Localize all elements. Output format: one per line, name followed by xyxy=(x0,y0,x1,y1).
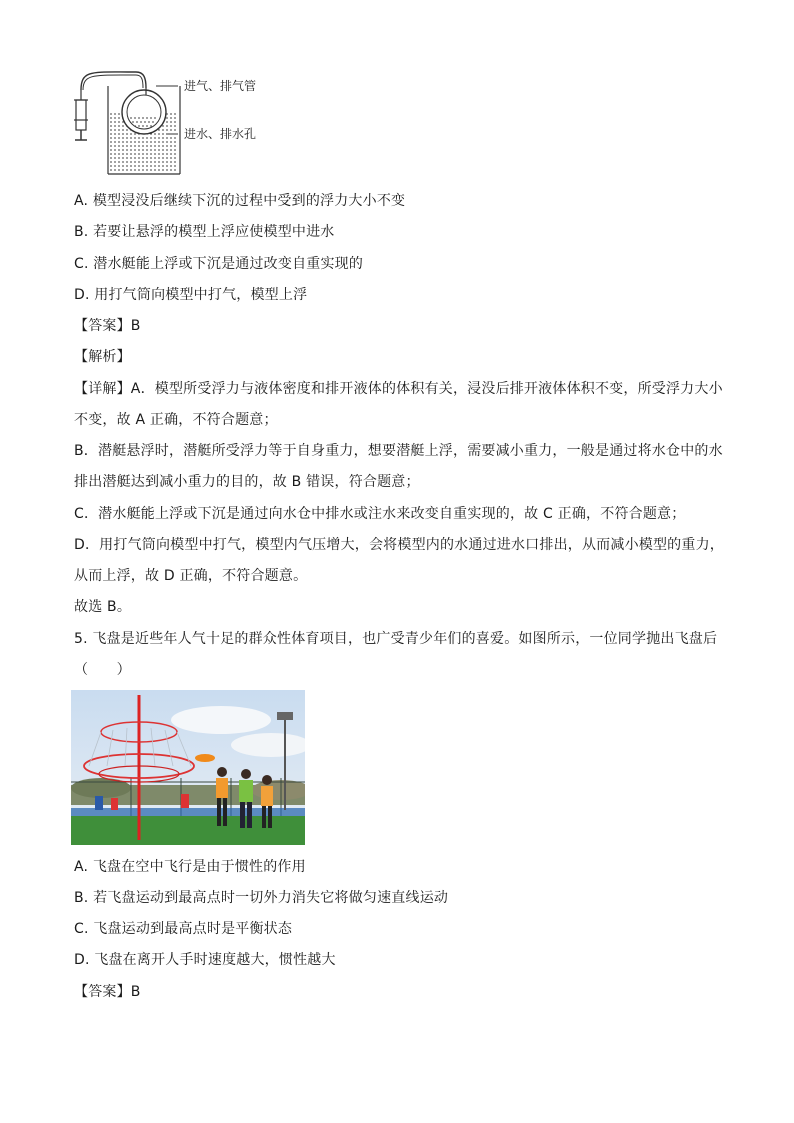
q4-option-c: C. 潜水艇能上浮或下沉是通过改变自重实现的 xyxy=(74,256,364,272)
q5-option-d: D. 飞盘在离开人手时速度越大，惯性越大 xyxy=(74,952,336,968)
pump-icon xyxy=(74,90,88,140)
q4-answer: 【答案】B xyxy=(74,318,141,334)
q4-option-a: A. 模型浸没后继续下沉的过程中受到的浮力大小不变 xyxy=(74,193,406,209)
frisbee-photo xyxy=(71,690,305,845)
q4-detail-line: 排出潜艇达到减小重力的目的，故 B 错误，符合题意； xyxy=(74,474,420,490)
frisbee-icon xyxy=(195,754,215,762)
q4-detail-line: 从而上浮，故 D 正确，不符合题意。 xyxy=(74,568,308,584)
q4-option-d: D. 用打气筒向模型中打气，模型上浮 xyxy=(74,287,308,303)
q5-stem-blank: （ ） xyxy=(74,662,131,678)
q5-option-c: C. 飞盘运动到最高点时是平衡状态 xyxy=(74,921,293,937)
q4-detail-line: D．用打气筒向模型中打气，模型内气压增大，会将模型内的水通过进水口排出，从而减小模型的重力， xyxy=(74,537,724,553)
q5-stem: 5. 飞盘是近些年人气十足的群众性体育项目，也广受青少年们的喜爱。如图所示，一位同学抛出飞盘后 xyxy=(74,631,718,647)
q5-option-a: A. 飞盘在空中飞行是由于惯性的作用 xyxy=(74,859,306,875)
submarine-model-diagram xyxy=(70,68,290,178)
q5-option-b: B. 若飞盘运动到最高点时一切外力消失它将做匀速直线运动 xyxy=(74,890,449,906)
label-water-hole: 进水、排水孔 xyxy=(184,127,257,141)
label-gas-pipe: 进气、排气管 xyxy=(184,79,257,93)
model-sphere xyxy=(122,88,166,134)
q4-detail-line: 【详解】A．模型所受浮力与液体密度和排开液体的体积有关，浸没后排开液体体积不变，所受浮力大小 xyxy=(74,381,723,397)
q4-analysis-heading: 【解析】 xyxy=(74,349,131,365)
q4-option-b: B. 若要让悬浮的模型上浮应使模型中进水 xyxy=(74,224,335,240)
q5-answer: 【答案】B xyxy=(74,984,141,1000)
q4-detail-line: C．潜水艇能上浮或下沉是通过向水仓中排水或注水来改变自重实现的，故 C 正确，不符合题意； xyxy=(74,506,686,522)
q4-detail-line: 不变，故 A 正确，不符合题意； xyxy=(74,412,278,428)
q4-detail-line: B．潜艇悬浮时，潜艇所受浮力等于自身重力，想要潜艇上浮，需要减小重力，一般是通过将水仓中的水 xyxy=(74,443,723,459)
q4-conclusion: 故选 B。 xyxy=(74,599,132,615)
